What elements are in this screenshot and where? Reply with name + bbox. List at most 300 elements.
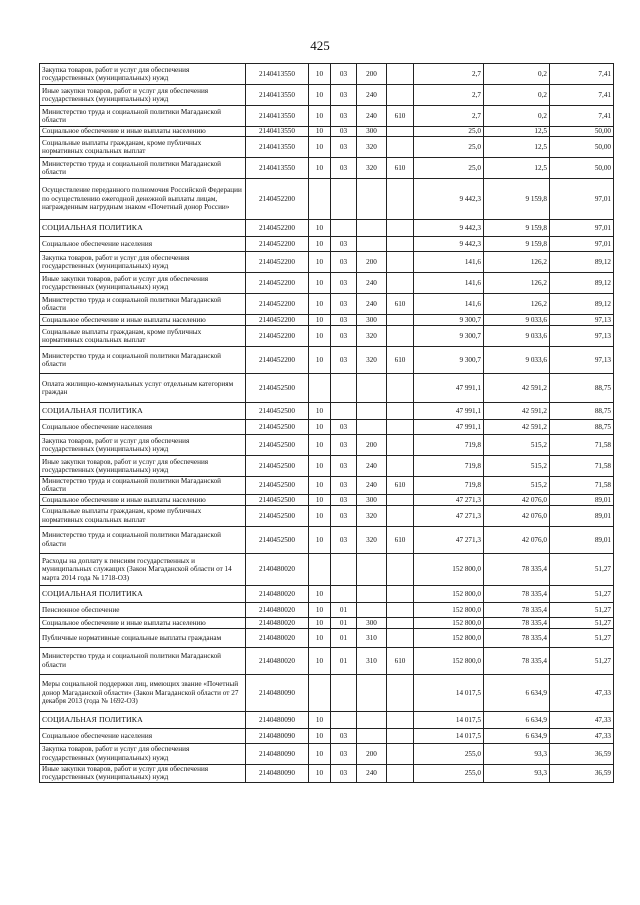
row-name: Расходы на доплату к пенсиям государственных и муниципальных служащих (Закон Магаданской области от 14 марта 2014 года № 1718-ОЗ) — [40, 553, 246, 585]
row-name: Закупка товаров, работ и услуг для обеспечения государственных (муниципальных) нужд — [40, 435, 246, 456]
row-name: СОЦИАЛЬНАЯ ПОЛИТИКА — [40, 711, 246, 728]
row-code: 2140452200 — [246, 315, 309, 326]
row-expense-type — [357, 374, 387, 403]
row-expense-type: 240 — [357, 294, 387, 315]
row-section: 10 — [309, 294, 331, 315]
row-percent: 7,41 — [550, 106, 614, 127]
row-percent: 88,75 — [550, 403, 614, 420]
row-expense-type — [357, 237, 387, 252]
row-admin-code — [387, 585, 414, 602]
row-subsection: 03 — [331, 137, 357, 158]
row-name: СОЦИАЛЬНАЯ ПОЛИТИКА — [40, 585, 246, 602]
row-subsection — [331, 179, 357, 220]
row-code: 2140452200 — [246, 237, 309, 252]
row-percent: 89,12 — [550, 273, 614, 294]
table-row — [40, 743, 614, 764]
row-admin-code: 610 — [387, 526, 414, 553]
row-section: 10 — [309, 220, 331, 237]
row-section: 10 — [309, 420, 331, 435]
row-admin-code: 610 — [387, 294, 414, 315]
row-section: 10 — [309, 158, 331, 179]
row-code: 2140480020 — [246, 628, 309, 647]
row-subsection — [331, 553, 357, 585]
row-subsection: 03 — [331, 728, 357, 743]
row-name: Министерство труда и социальной политики Магаданской области — [40, 477, 246, 495]
row-actual-amount: 42 076,0 — [484, 505, 550, 526]
row-name: Иные закупки товаров, работ и услуг для обеспечения государственных (муниципальных) нужд — [40, 764, 246, 782]
row-admin-code — [387, 435, 414, 456]
row-code: 2140452500 — [246, 526, 309, 553]
row-admin-code — [387, 674, 414, 711]
row-code: 2140452200 — [246, 347, 309, 374]
row-section: 10 — [309, 743, 331, 764]
row-actual-amount: 78 335,4 — [484, 628, 550, 647]
row-section: 10 — [309, 456, 331, 477]
row-percent: 50,00 — [550, 158, 614, 179]
row-actual-amount: 126,2 — [484, 252, 550, 273]
row-section: 10 — [309, 602, 331, 617]
row-plan-amount: 47 271,3 — [414, 494, 484, 505]
row-code: 2140480090 — [246, 743, 309, 764]
row-actual-amount: 12,5 — [484, 158, 550, 179]
table-row — [40, 647, 614, 674]
row-percent: 47,33 — [550, 711, 614, 728]
row-name: Министерство труда и социальной политики Магаданской области — [40, 294, 246, 315]
row-subsection: 03 — [331, 127, 357, 137]
row-name: Закупка товаров, работ и услуг для обеспечения государственных (муниципальных) нужд — [40, 743, 246, 764]
table-row — [40, 137, 614, 158]
row-subsection: 03 — [331, 477, 357, 495]
row-admin-code — [387, 617, 414, 628]
row-plan-amount: 141,6 — [414, 273, 484, 294]
row-expense-type — [357, 553, 387, 585]
row-plan-amount: 14 017,5 — [414, 711, 484, 728]
row-percent: 89,01 — [550, 505, 614, 526]
row-plan-amount: 47 991,1 — [414, 374, 484, 403]
row-subsection: 03 — [331, 743, 357, 764]
row-name: Социальное обеспечение населения — [40, 420, 246, 435]
row-percent: 51,27 — [550, 647, 614, 674]
table-row — [40, 85, 614, 106]
row-percent: 7,41 — [550, 64, 614, 85]
row-admin-code — [387, 764, 414, 782]
row-plan-amount: 255,0 — [414, 764, 484, 782]
row-expense-type: 200 — [357, 743, 387, 764]
row-name: Осуществление переданного полномочия Российской Федерации по осуществлению ежегодной денежной выплаты лицам, награжденным нагрудным знаком «Почетный донор России» — [40, 179, 246, 220]
row-percent: 71,58 — [550, 435, 614, 456]
row-admin-code — [387, 220, 414, 237]
row-expense-type: 320 — [357, 347, 387, 374]
row-plan-amount: 9 300,7 — [414, 326, 484, 347]
table-row — [40, 127, 614, 137]
table-row — [40, 711, 614, 728]
row-admin-code: 610 — [387, 106, 414, 127]
row-name: Социальные выплаты гражданам, кроме публичных нормативных социальных выплат — [40, 137, 246, 158]
row-subsection: 03 — [331, 85, 357, 106]
row-section — [309, 674, 331, 711]
row-subsection — [331, 674, 357, 711]
row-actual-amount: 78 335,4 — [484, 553, 550, 585]
row-actual-amount: 78 335,4 — [484, 585, 550, 602]
row-plan-amount: 9 442,3 — [414, 237, 484, 252]
row-percent: 7,41 — [550, 85, 614, 106]
row-subsection: 03 — [331, 456, 357, 477]
row-expense-type: 300 — [357, 617, 387, 628]
row-name: Пенсионное обеспечение — [40, 602, 246, 617]
row-name: Социальное обеспечение населения — [40, 728, 246, 743]
row-subsection — [331, 374, 357, 403]
row-plan-amount: 719,8 — [414, 456, 484, 477]
row-expense-type — [357, 220, 387, 237]
row-expense-type: 200 — [357, 252, 387, 273]
table-row — [40, 220, 614, 237]
row-actual-amount: 78 335,4 — [484, 617, 550, 628]
row-section: 10 — [309, 106, 331, 127]
row-expense-type — [357, 602, 387, 617]
row-subsection: 03 — [331, 347, 357, 374]
row-plan-amount: 152 800,0 — [414, 628, 484, 647]
row-subsection: 03 — [331, 273, 357, 294]
row-subsection: 03 — [331, 237, 357, 252]
table-row — [40, 628, 614, 647]
row-expense-type: 320 — [357, 326, 387, 347]
row-percent: 97,13 — [550, 347, 614, 374]
row-name: Социальное обеспечение и иные выплаты населению — [40, 315, 246, 326]
row-percent: 36,59 — [550, 743, 614, 764]
row-actual-amount: 126,2 — [484, 273, 550, 294]
table-row — [40, 505, 614, 526]
table-row — [40, 674, 614, 711]
row-section: 10 — [309, 237, 331, 252]
row-section: 10 — [309, 127, 331, 137]
row-code: 2140452200 — [246, 220, 309, 237]
row-plan-amount: 2,7 — [414, 64, 484, 85]
row-actual-amount: 78 335,4 — [484, 647, 550, 674]
row-expense-type: 240 — [357, 85, 387, 106]
row-expense-type: 240 — [357, 477, 387, 495]
table-row — [40, 106, 614, 127]
row-subsection — [331, 220, 357, 237]
row-name: Меры социальной поддержки лиц, имеющих звание «Почетный донор Магаданской области» (Закон Магаданской области от 27 декабря 2013 (года № 1692-ОЗ) — [40, 674, 246, 711]
row-plan-amount: 141,6 — [414, 252, 484, 273]
row-actual-amount: 0,2 — [484, 85, 550, 106]
row-plan-amount: 9 442,3 — [414, 179, 484, 220]
row-expense-type — [357, 179, 387, 220]
row-subsection: 01 — [331, 617, 357, 628]
row-name: СОЦИАЛЬНАЯ ПОЛИТИКА — [40, 403, 246, 420]
row-plan-amount: 2,7 — [414, 106, 484, 127]
row-subsection: 01 — [331, 602, 357, 617]
row-percent: 50,00 — [550, 127, 614, 137]
row-section: 10 — [309, 494, 331, 505]
row-subsection: 01 — [331, 647, 357, 674]
row-plan-amount: 25,0 — [414, 127, 484, 137]
table-row — [40, 617, 614, 628]
row-subsection: 03 — [331, 494, 357, 505]
table-row — [40, 294, 614, 315]
row-code: 2140480020 — [246, 647, 309, 674]
row-name: Социальное обеспечение населения — [40, 237, 246, 252]
row-expense-type: 240 — [357, 456, 387, 477]
table-row — [40, 403, 614, 420]
row-actual-amount: 9 159,8 — [484, 237, 550, 252]
row-section: 10 — [309, 477, 331, 495]
row-plan-amount: 719,8 — [414, 477, 484, 495]
row-section: 10 — [309, 617, 331, 628]
row-actual-amount: 93,3 — [484, 743, 550, 764]
row-code: 2140452200 — [246, 179, 309, 220]
row-plan-amount: 141,6 — [414, 294, 484, 315]
row-plan-amount: 152 800,0 — [414, 553, 484, 585]
row-plan-amount: 9 300,7 — [414, 347, 484, 374]
row-section: 10 — [309, 711, 331, 728]
row-section: 10 — [309, 728, 331, 743]
row-code: 2140480090 — [246, 764, 309, 782]
row-code: 2140452200 — [246, 273, 309, 294]
table-row — [40, 553, 614, 585]
row-percent: 47,33 — [550, 674, 614, 711]
row-plan-amount: 25,0 — [414, 137, 484, 158]
row-expense-type: 310 — [357, 628, 387, 647]
row-admin-code: 610 — [387, 347, 414, 374]
row-actual-amount: 9 159,8 — [484, 220, 550, 237]
row-actual-amount: 515,2 — [484, 456, 550, 477]
row-admin-code — [387, 743, 414, 764]
row-admin-code — [387, 237, 414, 252]
row-subsection: 03 — [331, 435, 357, 456]
row-section: 10 — [309, 647, 331, 674]
row-admin-code — [387, 602, 414, 617]
row-actual-amount: 9 033,6 — [484, 347, 550, 374]
table-row — [40, 602, 614, 617]
table-row — [40, 158, 614, 179]
row-plan-amount: 9 442,3 — [414, 220, 484, 237]
table-row — [40, 456, 614, 477]
row-section: 10 — [309, 347, 331, 374]
row-subsection — [331, 711, 357, 728]
row-plan-amount: 47 271,3 — [414, 526, 484, 553]
row-expense-type: 320 — [357, 137, 387, 158]
row-actual-amount: 93,3 — [484, 764, 550, 782]
row-actual-amount: 78 335,4 — [484, 602, 550, 617]
row-code: 2140452200 — [246, 294, 309, 315]
row-percent: 97,01 — [550, 237, 614, 252]
row-code: 2140480020 — [246, 553, 309, 585]
row-plan-amount: 152 800,0 — [414, 617, 484, 628]
row-expense-type — [357, 420, 387, 435]
row-percent: 50,00 — [550, 137, 614, 158]
table-row — [40, 237, 614, 252]
row-section: 10 — [309, 315, 331, 326]
row-code: 2140413550 — [246, 127, 309, 137]
row-expense-type: 310 — [357, 647, 387, 674]
row-expense-type — [357, 585, 387, 602]
row-subsection: 03 — [331, 158, 357, 179]
row-code: 2140452500 — [246, 420, 309, 435]
row-percent: 89,01 — [550, 526, 614, 553]
row-code: 2140480020 — [246, 617, 309, 628]
table-row — [40, 526, 614, 553]
row-code: 2140452200 — [246, 326, 309, 347]
row-actual-amount: 126,2 — [484, 294, 550, 315]
row-admin-code — [387, 252, 414, 273]
row-subsection: 03 — [331, 294, 357, 315]
row-percent: 97,01 — [550, 179, 614, 220]
row-plan-amount: 2,7 — [414, 85, 484, 106]
row-section: 10 — [309, 273, 331, 294]
row-percent: 89,12 — [550, 252, 614, 273]
row-section: 10 — [309, 628, 331, 647]
row-name: Социальные выплаты гражданам, кроме публичных нормативных социальных выплат — [40, 326, 246, 347]
row-percent: 51,27 — [550, 617, 614, 628]
row-subsection: 03 — [331, 505, 357, 526]
row-code: 2140452200 — [246, 252, 309, 273]
row-code: 2140452500 — [246, 477, 309, 495]
row-code: 2140452500 — [246, 494, 309, 505]
row-name: СОЦИАЛЬНАЯ ПОЛИТИКА — [40, 220, 246, 237]
row-name: Социальное обеспечение и иные выплаты населению — [40, 617, 246, 628]
row-expense-type: 320 — [357, 526, 387, 553]
row-name: Оплата жилищно-коммунальных услуг отдельным категориям граждан — [40, 374, 246, 403]
table-row — [40, 326, 614, 347]
row-plan-amount: 47 271,3 — [414, 505, 484, 526]
row-code: 2140480090 — [246, 728, 309, 743]
row-percent: 89,01 — [550, 494, 614, 505]
row-actual-amount: 42 076,0 — [484, 494, 550, 505]
row-name: Министерство труда и социальной политики Магаданской области — [40, 106, 246, 127]
row-actual-amount: 6 634,9 — [484, 674, 550, 711]
row-expense-type: 240 — [357, 273, 387, 294]
row-expense-type: 200 — [357, 64, 387, 85]
row-admin-code — [387, 505, 414, 526]
row-admin-code: 610 — [387, 158, 414, 179]
row-admin-code: 610 — [387, 477, 414, 495]
row-name: Иные закупки товаров, работ и услуг для обеспечения государственных (муниципальных) нужд — [40, 456, 246, 477]
row-plan-amount: 255,0 — [414, 743, 484, 764]
row-expense-type — [357, 711, 387, 728]
row-section: 10 — [309, 526, 331, 553]
row-subsection — [331, 403, 357, 420]
row-actual-amount: 515,2 — [484, 435, 550, 456]
row-expense-type: 200 — [357, 435, 387, 456]
row-section: 10 — [309, 505, 331, 526]
row-percent: 97,13 — [550, 326, 614, 347]
row-expense-type: 300 — [357, 494, 387, 505]
row-plan-amount: 47 991,1 — [414, 403, 484, 420]
row-subsection: 03 — [331, 315, 357, 326]
row-subsection: 03 — [331, 420, 357, 435]
table-row — [40, 477, 614, 495]
row-percent: 51,27 — [550, 553, 614, 585]
row-section: 10 — [309, 64, 331, 85]
row-name: Иные закупки товаров, работ и услуг для обеспечения государственных (муниципальных) нужд — [40, 85, 246, 106]
row-actual-amount: 9 159,8 — [484, 179, 550, 220]
row-admin-code — [387, 273, 414, 294]
row-expense-type: 320 — [357, 158, 387, 179]
row-subsection: 03 — [331, 764, 357, 782]
row-subsection: 03 — [331, 64, 357, 85]
row-expense-type: 300 — [357, 127, 387, 137]
row-name: Публичные нормативные социальные выплаты гражданам — [40, 628, 246, 647]
row-section: 10 — [309, 85, 331, 106]
row-name: Министерство труда и социальной политики Магаданской области — [40, 347, 246, 374]
row-actual-amount: 42 591,2 — [484, 403, 550, 420]
row-plan-amount: 719,8 — [414, 435, 484, 456]
row-percent: 88,75 — [550, 374, 614, 403]
row-expense-type: 240 — [357, 106, 387, 127]
table-row — [40, 347, 614, 374]
row-admin-code — [387, 85, 414, 106]
row-percent: 71,58 — [550, 477, 614, 495]
row-admin-code — [387, 553, 414, 585]
row-code: 2140452500 — [246, 505, 309, 526]
table-row — [40, 494, 614, 505]
row-admin-code — [387, 403, 414, 420]
row-actual-amount: 9 033,6 — [484, 326, 550, 347]
row-section: 10 — [309, 764, 331, 782]
row-code: 2140413550 — [246, 85, 309, 106]
row-code: 2140413550 — [246, 158, 309, 179]
row-subsection: 03 — [331, 106, 357, 127]
row-code: 2140413550 — [246, 64, 309, 85]
row-name: Социальное обеспечение и иные выплаты населению — [40, 127, 246, 137]
budget-table — [39, 63, 614, 783]
row-admin-code — [387, 711, 414, 728]
table-row — [40, 435, 614, 456]
row-percent: 97,01 — [550, 220, 614, 237]
row-code: 2140413550 — [246, 137, 309, 158]
row-expense-type: 300 — [357, 315, 387, 326]
row-plan-amount: 14 017,5 — [414, 728, 484, 743]
row-percent: 51,27 — [550, 602, 614, 617]
row-plan-amount: 47 991,1 — [414, 420, 484, 435]
row-name: Министерство труда и социальной политики Магаданской области — [40, 158, 246, 179]
row-percent: 71,58 — [550, 456, 614, 477]
table-row — [40, 585, 614, 602]
row-name: Социальные выплаты гражданам, кроме публичных нормативных социальных выплат — [40, 505, 246, 526]
row-code: 2140480020 — [246, 585, 309, 602]
row-actual-amount: 42 591,2 — [484, 374, 550, 403]
row-admin-code — [387, 315, 414, 326]
row-expense-type — [357, 674, 387, 711]
row-section — [309, 374, 331, 403]
row-plan-amount: 14 017,5 — [414, 674, 484, 711]
table-row — [40, 420, 614, 435]
table-row — [40, 273, 614, 294]
row-expense-type: 320 — [357, 505, 387, 526]
row-admin-code — [387, 137, 414, 158]
row-section: 10 — [309, 403, 331, 420]
row-plan-amount: 152 800,0 — [414, 602, 484, 617]
row-admin-code — [387, 728, 414, 743]
row-admin-code: 610 — [387, 647, 414, 674]
row-name: Закупка товаров, работ и услуг для обеспечения государственных (муниципальных) нужд — [40, 64, 246, 85]
table-row — [40, 374, 614, 403]
row-plan-amount: 152 800,0 — [414, 647, 484, 674]
table-row — [40, 179, 614, 220]
row-subsection: 03 — [331, 526, 357, 553]
row-section: 10 — [309, 137, 331, 158]
row-subsection — [331, 585, 357, 602]
table-row — [40, 728, 614, 743]
row-code: 2140452500 — [246, 435, 309, 456]
row-subsection: 03 — [331, 252, 357, 273]
row-percent: 47,33 — [550, 728, 614, 743]
row-name: Министерство труда и социальной политики Магаданской области — [40, 647, 246, 674]
row-section: 10 — [309, 435, 331, 456]
row-section — [309, 553, 331, 585]
row-code: 2140452500 — [246, 403, 309, 420]
